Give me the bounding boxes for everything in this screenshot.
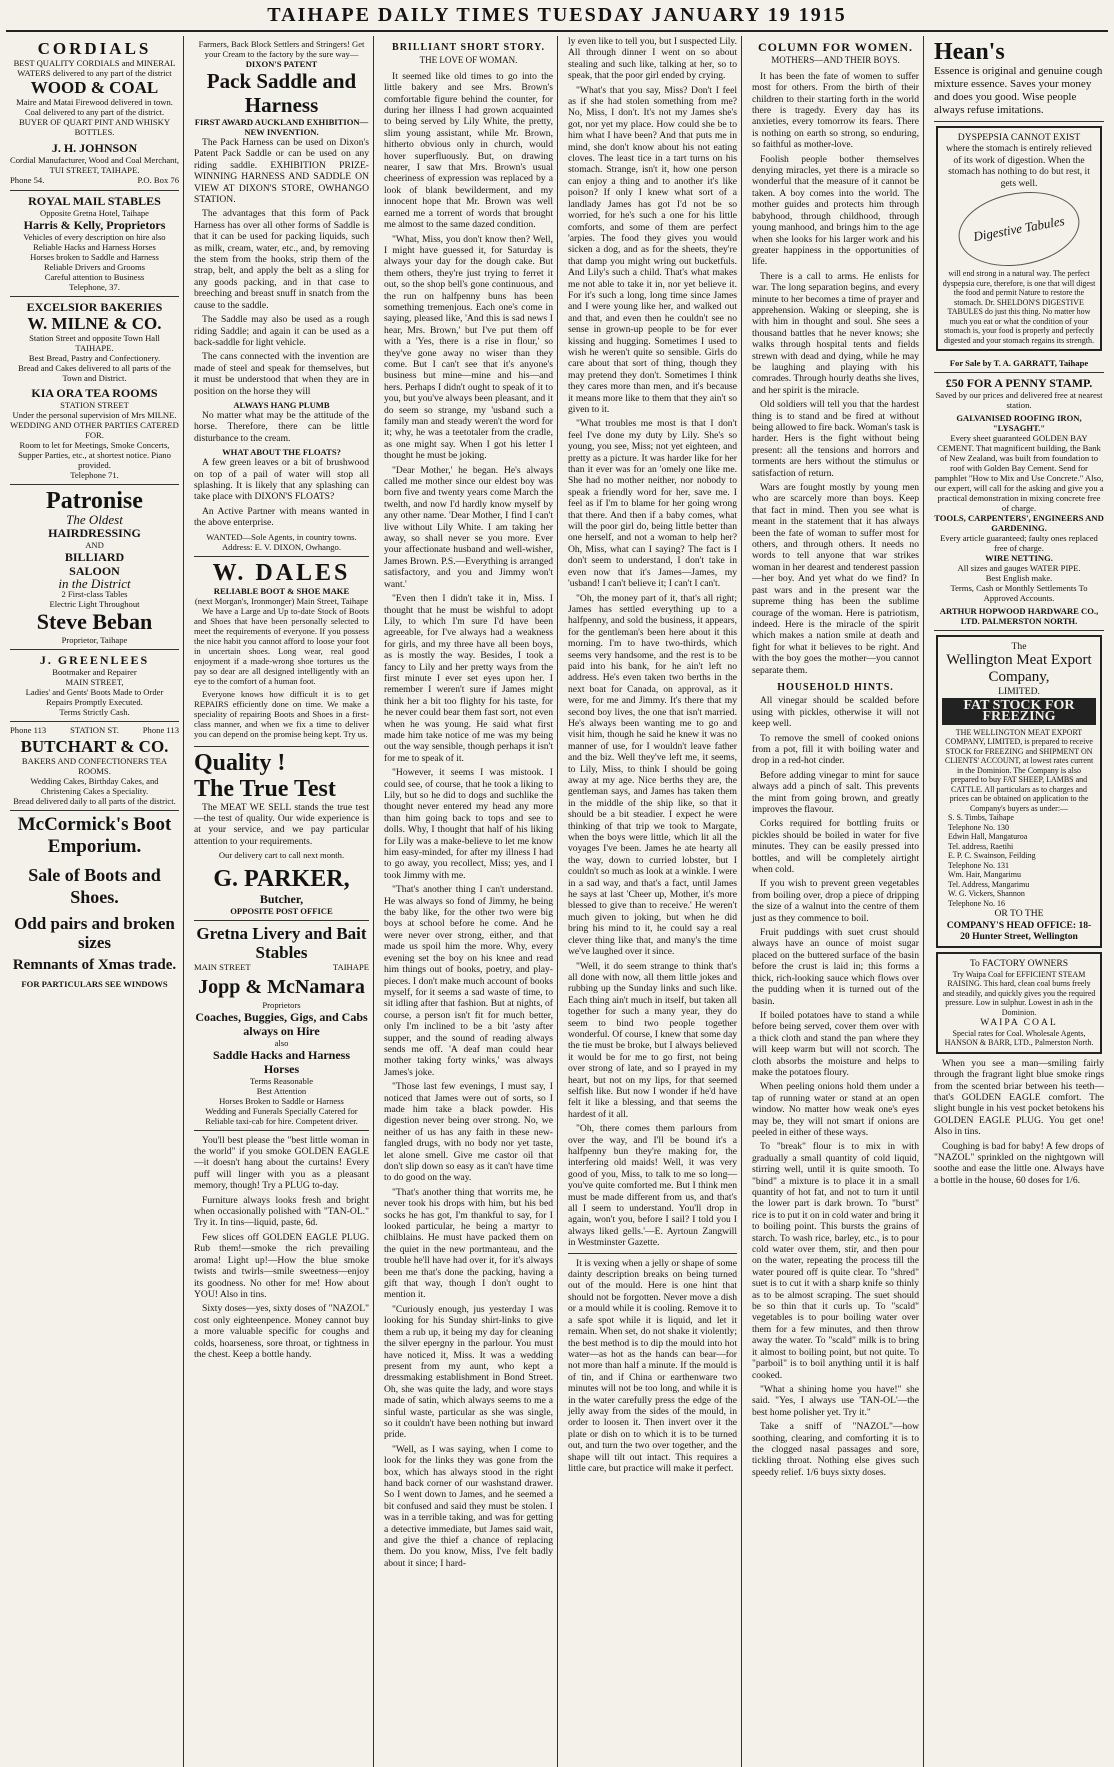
- greenlees-line-1: Ladies' and Gents' Boots Made to Order: [25, 687, 164, 698]
- wood-buyer: BUYER OF QUART PINT AND WHISKY BOTTLES.: [18, 117, 171, 137]
- quality-title: Quality !: [194, 749, 286, 776]
- butchart-desc: BAKERS AND CONFECTIONERS TEA ROOMS.: [21, 755, 168, 776]
- bakery-line-1: Best Bread, Pastry and Confectionery.: [28, 353, 161, 364]
- greenlees-street: MAIN STREET,: [65, 677, 124, 688]
- butchart-street: STATION ST.: [70, 725, 119, 736]
- garratt-line: [934, 355, 1104, 373]
- kiaora-title: KIA ORA TEA ROOMS: [31, 386, 158, 401]
- women-p5: Wars are fought mostly by young men who are scarcely more than boys. Keep that fact in mind. Then you see what is meant in the statement that it has always been the fate of woman to suffer most for others, and through others. It needs no words to tell anyone that war strikes woman in her dearest and tenderest passion—her boy. And yet what do we find? In past wars and in the present war the supreme thing has been the sublime courage of the woman. Here is patriotism, indeed. Here is the miracle of the spirit which makes a nation smile at death and fight for what it believes to be right. And with the boy goes the mother—you cannot separate them.: [752, 482, 919, 676]
- jopp-line-3: Saddle Hacks and Harness Horses: [212, 1047, 351, 1076]
- divider: [568, 1253, 737, 1254]
- hint-8: When peeling onions hold them under a tap of running water or stand at an open window. No matter how weak one's eyes may be, they will not smart if onions are peeled in either of these ways.: [752, 1081, 919, 1138]
- parker-opp: OPPOSITE POST OFFICE: [230, 906, 333, 917]
- nazol-note: Coughing is bad for baby! A few drops of "NAZOL" sprinkled on the nightgown will soothe and ease the little one. Always have a bottle in the house, 60 doses for 1/6.: [934, 1140, 1104, 1186]
- tools-text: Every article guaranteed; faulty ones replaced free of charge.: [940, 533, 1098, 554]
- royal-line-3: Horses broken to Saddle and Harness: [30, 252, 159, 263]
- dales-p1: We have a Large and Up to-date Stock of Boots and Shoes that have been personally selected to meet the requirements of everyone. If you possess the nice habit you cannot afford to loose your foot in uncertain shoes. Long wear, real good enjoyment if a made-wrong shoe tortures us the pay so dear are all designed intelligently with an eye to the comfort of a human foot.: [194, 605, 369, 686]
- meat-buyer: Telephone No. 130: [948, 822, 1009, 832]
- mccormick-rem: Remnants of Xmas trade.: [12, 956, 177, 973]
- story-p9: "Curiously enough, jus yesterday I was looking for his Sunday shirt-links to give them a rub up, it being my day for cleaning the silver epergny in the parlour. You must have noticed it, Miss. It was a wedding present from my aunt, who kept a dressmaking establishment in Bond Street. Oh, she was quite the lady, and wore stays made of satin, which always seems to me a sinful waste, particular as she was single, so it couldn't have been nothing but inward pride.: [384, 1303, 553, 1441]
- royal-line-4: Reliable Drivers and Grooms: [44, 262, 145, 273]
- hint-9: To "break" flour is to mix in with gradually a small quantity of cold liquid, stirring well, until it is quite smooth. To "bind" a mixture is to place it in a small quantity of hot fat, and not to turn it until the lower part is dark brown. To "burst" rice is to put it on in cold water and bring it to boiling point. This bursts the grains of starch. To wash rice, barley, etc., is to pour cold water over them, stir, and then pour on the water, repeating the process till the water poured off is quite clear. To "shred" suet is to cut it with a sharp knife so thinly as to be almost scraping. The suet should be so thin that it curls up. To "scald" vegetables is to pour boiling water over them for a few minutes, and then throw away the water. To "scald" milk is to bring it almost to boiling point, but not quite. To "parboil" is to boil anything until it is half cooked.: [752, 1141, 919, 1381]
- johnson-contact: [10, 175, 179, 186]
- meat-buyer: Tel. address, Raetihi: [948, 841, 1014, 851]
- hint-2: To remove the smell of cooked onions from a pot, fill it with boiling water and drop in a red-hot cinder.: [752, 732, 919, 767]
- dales-p2: Everyone knows how difficult it is to get REPAIRS efficiently done on time. We make a speciality of repairing Boots and Shoes in a first-class manner, and when we fix a time to deliver you can depend on the promise being kept. Try us.: [194, 688, 369, 739]
- butchart-phone: Phone 113: [10, 725, 47, 736]
- stamp-sub: Saved by our prices and delivered free at nearest station.: [935, 390, 1103, 411]
- beban-prop: Proprietor, Taihape: [61, 635, 128, 646]
- jopp-line-1: Coaches, Buggies, Gigs, and Cabs always on Hire: [195, 1009, 368, 1038]
- story-p4: "Even then I didn't take it in, Miss. I thought that he must be wishful to adopt Lily, to which I'm sure I'd have been agreeable, for I've always had a weakness for girls, and my three have all been boys, as is mostly the way. Besides, I took a fancy to Lily and her pretty ways from the first minute I ever set eyes upon her. I remember I weren't sure if James might think her a bit too flighty for his taste, for he never could bear them fast sort, not even when he was young. He said what first made him take notice of me was my being out the way sensible, though perhaps it isn't for me to speak of it.: [384, 593, 553, 764]
- meat-buyer: Edwin Hall, Mangaturoa: [948, 832, 1028, 842]
- kiaora-wed: WEDDING AND OTHER PARTIES CATERED FOR.: [10, 420, 179, 441]
- iron-title: GALVANISED ROOFING IRON, "LYSAGHT.": [956, 413, 1082, 434]
- story-cont-p1: ly even like to tell you, but I suspected Lily. All through dinner I went on so about stealing and such like, talking at her, so to speak, that the poor girl ended by crying.: [568, 36, 737, 82]
- meat-text: THE WELLINGTON MEAT EXPORT COMPANY, LIMITED, is prepared to receive STOCK for FREEZING and SHIPMENT ON CLIENTS' ACCOUNT, at lowest rates current in the Dominion. The Company is also prepared to buy FAT SHEEP, LAMBS and CATTLE. All particulars as to charges and prices can be obtained on application to the Company's buyers as under:—: [944, 727, 1094, 813]
- hint-10: "What a shining home you have!" she said. "Yes, I always use 'TAN-OL'—the best home polisher yet. Try it.": [752, 1383, 919, 1418]
- women-p3: There is a call to arms. He enlists for war. The long separation begins, and every minute to her becomes a time of prayer and apprehension. Waking or sleeping, she is with him in thought and soul. She sees a thousand battles that he never knows; she walks through hospital tents and fields strewn with dead and dying, while he may be laughing and playing with his comrades. Through hourly deaths she lives, and her spirit is the miracle.: [752, 270, 919, 396]
- dixon-p6: A few green leaves or a bit of brushwood on top of a pail of water will stop all splashing. It is likely that any splashing can take place with DIXON'S FLOATS?: [194, 457, 369, 503]
- johnson-name: J. H. JOHNSON: [51, 141, 138, 155]
- mccormick-odd: Odd pairs and broken sizes: [14, 913, 175, 952]
- gretna-ad: [194, 921, 369, 1130]
- greenlees-line-3: Terms Strictly Cash.: [59, 707, 130, 718]
- johnson-desc: Cordial Manufacturer, Wood and Coal Merchant,: [10, 155, 179, 165]
- dixon-top-patent: DIXON'S PATENT: [245, 59, 318, 69]
- butchart-line-2: Bread delivered daily to all parts of the district.: [13, 795, 176, 806]
- parker-desc: Butcher,: [259, 892, 304, 907]
- tabule-sale: For Sale by T. A. GARRATT, Taihape: [949, 358, 1089, 369]
- tabule-text: will end strong in a natural way. The perfect dyspepsia cure, therefore, is one that will digest the food and permit Nature to restore the stomach. Dr. SHELDON'S DIGESTIVE TABULES do just this thing. No matter how much you eat or what the condition of your stomach is, your food is properly and perfectly digested and your stomach regains its strength.: [942, 269, 1096, 345]
- golden-p1: You'll best please the "best little woman in the world" if you smoke GOLDEN EAGLE—it doesn't hang about the curtains! Every puff will linger with you as a pleasant memory, though! Try a PLUG to-day.: [194, 1134, 369, 1192]
- golden-p3: Few slices off GOLDEN EAGLE PLUG. Rub them!—smoke the rich prevailing aroma! Light up!—How the blue smoke twists and twirls—smile sweetness—enjoy its goodness. No other for me! How about YOU! Also in tins.: [194, 1231, 369, 1300]
- bakery-ad: [10, 297, 179, 485]
- dales-desc: RELIABLE BOOT & SHOE MAKE: [213, 585, 350, 596]
- royal-line-5: Careful attention to Business: [44, 272, 145, 283]
- dales-ad: [194, 557, 369, 747]
- household-hints-title: HOUSEHOLD HINTS.: [777, 681, 894, 693]
- dyspepsia-ad: [936, 126, 1102, 351]
- dixon-ad: [194, 36, 369, 557]
- meat-buyer: S. S. Timbs, Taihape: [948, 813, 1014, 823]
- factory-title: To FACTORY OWNERS: [969, 958, 1069, 970]
- hint-7: If boiled potatoes have to stand a while before being served, cover them over with a thick cloth and stand the pan where they will keep warm but will not scorch. The cloth absorbs the moisture and helps to make the potatoes floury.: [752, 1009, 919, 1078]
- hint-4: Corks required for bottling fruits or pickles should be boiled in water for five minutes. They can be easily pressed into bottles, and will be completely airtight when cold.: [752, 818, 919, 876]
- meat-ltd: LIMITED.: [998, 686, 1040, 698]
- mccormick-foot: FOR PARTICULARS SEE WINDOWS: [21, 978, 168, 989]
- women-column-title: COLUMN FOR WOMEN.: [757, 40, 914, 54]
- meat-buyer: Telephone No. 131: [948, 860, 1009, 870]
- hint-6: Fruit puddings with suet crust should always have an ounce of moist sugar placed on the buttered surface of the basin before the crust is laid in; this forms a thick, rich-looking sauce which flows over the pudding when it is turned out of the basin.: [752, 927, 919, 1007]
- johnson-addr: TUI STREET, TAIHAPE.: [49, 165, 140, 175]
- pack-saddle-title: Pack Saddle and Harness: [206, 69, 357, 117]
- hint-1: All vinegar should be scalded before using with pickles, otherwise it will not keep well.: [752, 695, 919, 730]
- story-p7: "Those last few evenings, I must say, I noticed that James were out of sorts, so I made him take a black powder. His digestion never being over strong. No, we neither of us has any faith in these new-fangled drugs, with no body nor yet taste, let alone smell. Give me castor oil that don't slip down so easy as it can't have time to do good on the way.: [384, 1081, 553, 1184]
- dixon-top-text: Farmers, Back Block Settlers and Stringers! Get your Cream to the factory by the sure way—: [198, 39, 365, 59]
- mccormick-name: McCormick's Boot Emporium.: [17, 813, 172, 857]
- pat-line-1: The Oldest: [66, 512, 123, 528]
- royal-props: Harris & Kelly, Proprietors: [23, 218, 166, 233]
- gretna-title: Gretna Livery and Bait Stables: [196, 924, 367, 963]
- meat-the: The: [1011, 641, 1027, 653]
- pat-line-8: Electric Light Throughout: [49, 599, 140, 610]
- kiaora-mgmt: Under the personal supervision of Mrs MILNE.: [12, 410, 177, 421]
- dixon-p2: The advantages that this form of Pack Harness has over all other forms of Saddle is that it can be used for packing liquids, such as milk, cream, water, etc., and, by removing the stem from the hooks, strip them of the strap, belt, and apply the belt as a sling for any goods packing, and in that case to breeching and breast snuff in snatch from the cause to the saddle.: [194, 208, 369, 311]
- pat-line-6: in the District: [58, 575, 131, 591]
- women-p4: Old soldiers will tell you that the hardest thing is to stand and be fired at without being allowed to fire back. Woman's task is harder. Hers is the fight without being present: all the tensions and horrors and torments are hers without the stimulus or satisfaction of return.: [752, 399, 919, 479]
- pat-line-7: 2 First-class Tables: [61, 589, 128, 600]
- meat-buyers-list: [942, 813, 1096, 908]
- dales-addr: (next Morgan's, Ironmonger) Main Street, Taihape: [194, 595, 369, 606]
- bakery-line-2: Bread and Cakes delivered to all parts of the Town and District.: [18, 363, 171, 384]
- dixon-address: Address: E. V. DIXON, Owhango.: [221, 541, 342, 552]
- paint: Best English make.: [985, 573, 1053, 584]
- royal-tel: Telephone, 37.: [69, 282, 120, 293]
- story-cont-p2: "What's that you say, Miss? Don't I feel as if she had stolen something from me? No, Miss, I don't. It's not my James she's got, nor yet my place. How could she be to him what I have been? And that puts me in mind, she don't know about his not eating cloves. The least tice in a tart turns on his stomach. Strange, isn't it, how one person can enjoy a thing and to another it's like poison? If only I knew what sort of a landlady James has got I'd not be so worried, for he's such a one for his little comforts, and some of them are perfect 'arpies. The food they gives you would sicken a dog, and as for the sheets, they're that damp you might wring out bucketfuls. And Lily's such a child. That's what makes me not able to take it in, nor yet believe it. For it's such a long, long time since James and I were young like her, and walked out and that, and even then he couldn't see no sense in grown-up people to be for ever kissing and hugging. Sometimes I used to wish he weren't quite so sensible. Girls do care about that sort of thing, though they may pretend they don't. Sometimes I think they cares more than men, and it's because it means more like to them that they ain't so given to it.: [568, 84, 737, 415]
- meat-fat: FAT STOCK FOR FREEZING: [963, 697, 1075, 725]
- women-p1: It has been the fate of women to suffer most for others. From the birth of their children to their starting forth in the world there is tragedy. Every day has its anxieties, every tomorrow its fears. There is nothing on earth so strong, so enduring, so faithful as mother-love.: [752, 70, 919, 151]
- pat-line-3: AND: [85, 539, 104, 550]
- royal-mail-ad: [10, 191, 179, 297]
- greenlees-name: J. GREENLEES: [39, 653, 150, 668]
- jopp-line-7: Wedding and Funerals Specially Catered for: [205, 1105, 358, 1116]
- quality-cart: Our delivery cart to call next month.: [218, 850, 345, 861]
- dixon-p3: The Saddle may also be used as a rough riding Saddle; and again it can be used as a back-saddle for light vehicle.: [194, 314, 369, 348]
- story-p1: It seemed like old times to go into the little bakery and see Mrs. Brown's comfortable figure behind the counter, for during her illness I had grown acquainted to being served by Lily White, the pretty, slim young assistant, while Mr. Brown, hitherto obvious only in church, would hover superfluously. But, on drawing nearer, I saw that Mrs. Brown's usual cheeriness of expression was replaced by a look of blank bewilderment, and my innocent hope that Mr. Brown was well earned me a torrent of words that brought me almost to the same dazed condition.: [384, 70, 553, 231]
- quality-sub: The True Test: [194, 775, 336, 802]
- hopwood-name: ARTHUR HOPWOOD HARDWARE CO., LTD. PALMERSTON NORTH.: [939, 606, 1099, 627]
- parker-name: G. PARKER,: [213, 866, 350, 893]
- jopp-line-8: Reliable taxi-cab for hire. Competent driver.: [205, 1115, 358, 1126]
- pat-line-4: BILLIARD: [64, 549, 125, 564]
- story-p5: "However, it seems I was mistook. I could see, of course, that he took a liking to Lily, but so he did to dogs and suchlike the thought never entered my head any more than him going back to tops and see to dolls. Why, I thought that half of his liking for Lily was a make-believe to let me know him easy-minded, for after my illness I had to go away, you recollect, Miss; yes, and I took Jimmy with me.: [384, 767, 553, 881]
- dixon-p5: No matter what may be the attitude of the horse. Therefore, there can be little disturbance to the cream.: [194, 409, 369, 444]
- butchart-phone-2: Phone 113: [142, 725, 179, 736]
- butchart-line-1: Wedding Cakes, Birthday Cakes, and Christening Cakes a Speciality.: [30, 775, 159, 796]
- story-cont-p5: "Well, it do seem strange to think that's all done with now, all them little jokes and rubbing up the Sunday links and such like. Each thing ain't much in itself, but taken all together for such a many year, they do seem to bind two people together wonderful. Of course, I knew that some day the tie must be broke, but I always believed it would be for me to go first, not being over strong of late, and so I prayed in my heart, but not on my lips, for that seemed selfish like. But now I wonder if he'd have felt it like a blessing, and that seems the hardest of it all.: [568, 960, 737, 1120]
- dyspepsia-title: DYSPEPSIA CANNOT EXIST: [957, 132, 1081, 143]
- hint-5: If you wish to prevent green vegetables from boiling over, drop a piece of dripping the size of a walnut into the centre of them just as they commence to boil.: [752, 878, 919, 924]
- heans-ad: [934, 36, 1104, 122]
- royal-line-2: Reliable Hacks and Harness Horses: [33, 242, 156, 253]
- meat-buyer: Tel. Address, Mangarimu: [948, 879, 1030, 889]
- johnson-phone: Phone 54.: [10, 175, 45, 185]
- meat-or: OR TO THE: [994, 908, 1044, 920]
- columns: [6, 36, 1108, 1767]
- dixon-floats-head: WHAT ABOUT THE FLOATS?: [222, 447, 341, 458]
- masthead: [6, 0, 1108, 32]
- dixon-award: FIRST AWARD AUCKLAND EXHIBITION—NEW INVENTION.: [194, 117, 369, 137]
- meat-buyer: E. P. C. Swainson, Feilding: [948, 851, 1036, 861]
- meat-buyer: W. G. Vickers, Shannon: [948, 889, 1025, 899]
- greenlees-line-2: Repairs Promptly Executed.: [46, 697, 143, 708]
- cordials-ad: [10, 36, 179, 191]
- dales-name: W. DALES: [212, 559, 351, 586]
- dixon-wanted: WANTED—Sole Agents, in country towns.: [206, 531, 357, 542]
- mccormick-ad: [10, 811, 179, 993]
- hopwood-ad: [934, 373, 1104, 631]
- quality-text: The MEAT WE SELL stands the true test—the test of quality. Our wide experience is at your service, and we pay particular attention to your requirements.: [194, 801, 369, 847]
- bakery-title: EXCELSIOR BAKERIES: [26, 300, 163, 315]
- wire: WIRE NETTING.: [985, 553, 1053, 564]
- women-column-subtitle: MOTHERS—AND THEIR BOYS.: [771, 55, 900, 66]
- column-6: [930, 36, 1108, 1767]
- story-cont-p4: "Oh, the money part of it, that's all right; James has settled everything up to a halfpenny, and sold the business, it appears, for the gentleman's been here about it this morning. I'm to have two-thirds, which seems very handsome, and the rest is to be paid into his bank, for he ain't left no address. He's even taken two berths in the next boat for Canada, on approval, as it were, for me and Jimmy. It's there that my second boy lives, the one that isn't married. He's always been wanting me to go and visit him, though he said he knew it was no manner of use, for I wouldn't leave father and the biz. Well they've left me, it seems, to Lily, Miss, to think I should be going away at my age. Nice berths they are, the gentleman says, and James has taken them in the middle of the ship like, so that it should be a bit steadier. I expect he were thinking of that trip we took to Margate, when the boys were little, which lit all the voyages I've been. James he ate hearty all the way, down to curried lobster, but I couldn't so much as look at a winkle. I were in a sad way, and that's a fact, until James he says at last 'Cheer up, Mother, it's more blessed to give than to receive.' He weren't much given to joking, but when he did bring his mind to it, he could say a real clever thing like that, and many's the time we've laughed over it since.: [568, 592, 737, 958]
- butchart-phones: [10, 725, 179, 736]
- waipa-coal-ad: [936, 952, 1102, 1053]
- golden-eagle-notes: [194, 1135, 369, 1361]
- pat-line-5: SALOON: [69, 563, 120, 578]
- jopp-line-6: Horses Broken to Saddle or Harness: [219, 1095, 344, 1106]
- story-cont-p6: "Oh, there comes them parlours from over the way, and I'll be bound it's a halfpenny bun they're making for, the interfering old maids! Well, it was very good of you, Miss, to talk to me so long—you've quite comforted me. But I think men must be made different from us, and that's all I seem to understand. You'll drop in again, won't you, before I sail? I told you I always liked gells.'—E. Ayrtoun Zangwill in Westminster Gazette.: [568, 1123, 737, 1249]
- royal-opp: Opposite Gretna Hotel, Taihape: [39, 208, 150, 219]
- column-3: [380, 36, 558, 1767]
- golden-p2: Furniture always looks fresh and bright when occasionally polished with "TAN-OL." Try it. In tins—liquid, paste, 6d.: [194, 1194, 369, 1229]
- tools-title: TOOLS, CARPENTERS', ENGINEERS AND GARDENING.: [934, 513, 1104, 534]
- kiaora-text: Room to let for Meetings, Smoke Concerts, Supper Parties, etc., at shortest notice. Piano provided.: [18, 440, 171, 471]
- story-p10: "Well, as I was saying, when I come to look for the links they was gone from the box, which has always stood in the right hand back corner of our washstand drawer. So I went down to James, and he seemed a bit confused and said they must be stolen. I was in a terrible taking, and was for getting a detective immediate, but James said wait, and give the thief a chance of replacing them. Do you know, Miss, I've felt badly about it since; I hard-: [384, 1443, 553, 1569]
- column-5: [748, 36, 924, 1767]
- iron-text: Every sheet guaranteed GOLDEN BAY CEMENT. That magnificent building, the Bank of New Zealand, was built from foundation to roof with Golden Bay Cement. Send for pamphlet "How to Mix and Use Concrete." Also, our expert, will call for the asking and give you a practical demonstration in mixing concrete free of charge.: [934, 433, 1104, 514]
- jelly-hint: It is vexing when a jelly or shape of some dainty description breaks on being turned out of the mould. Here is one hint that should not be forgotten. Never move a dish or a mould while it is cooling. Remove it to a safe spot while it is liquid, and let it remain. When set, do not shake it violently; the best method is to dip the mould into hot water—as hot as the hands can bear—for not more than half a minute. If the mould is of tin, and if China or earthenware two minutes will not be too long, and while it is in the water carefully press the edge of the jelly away from the sides of the mould, in order to loosen it. Then invert over it the plate or dish on to which it is to be turned out, and turn the two over together, and the shape will tilt out intact. This requires a little care, but practice will make it perfect.: [568, 1257, 737, 1474]
- jopp-line-2: also: [274, 1037, 289, 1048]
- bakery-name: W. MILNE & CO.: [27, 314, 162, 334]
- golden-eagle-note: When you see a man—smiling fairly through the fragrant light blue smoke rings from the scented briar between his teeth—that's GOLDEN EAGLE comfort. The slight bungle in his vest pocket betokens his GOLDEN EAGLE PLUG. You get one! Also in tins.: [934, 1057, 1104, 1138]
- royal-line-1: Vehicles of every description on hire also: [23, 232, 166, 243]
- story-p8: "That's another thing that worrits me, he never took his drops with him, but his bed socks he has got, I'm thankful to say, for I looked particular, he being a martyr to chilblains. He must have packed them on the quiet in the new portmanteau, and the trouble he'll have had over it, for it's always been me that's done the packing, having a gift that way, though I don't ought to mention it.: [384, 1186, 553, 1301]
- greenlees-ad: [10, 650, 179, 722]
- kiaora-tel: Telephone 71.: [70, 470, 119, 481]
- gretna-street: MAIN STREET: [194, 962, 251, 973]
- wood-title: WOOD & COAL: [30, 78, 159, 97]
- kiaora-street: STATION STREET: [60, 400, 129, 411]
- story-title: BRILLIANT SHORT STORY.: [392, 42, 545, 53]
- masthead-title: TAIHAPE DAILY TIMES TUESDAY JANUARY 19 1915: [267, 3, 847, 26]
- royal-title: ROYAL MAIL STABLES: [28, 194, 161, 209]
- patronise-title: Patronise: [46, 488, 143, 515]
- column-2: [190, 36, 374, 1767]
- dixon-always: ALWAYS HANG PLUMB: [233, 399, 330, 410]
- meat-office: COMPANY'S HEAD OFFICE: 18-20 Hunter Street, Wellington: [946, 919, 1092, 942]
- column-4: [564, 36, 742, 1767]
- story-subtitle: THE LOVE OF WOMAN.: [419, 55, 518, 66]
- waipa-title: WAIPA COAL: [980, 1017, 1058, 1029]
- butchart-name: BUTCHART & CO.: [20, 736, 169, 756]
- pat-line-2: HAIRDRESSING: [48, 525, 141, 540]
- story-p6: "That's another thing I can't understand. He was always so fond of Jimmy, he being the baby like, for the other two were big boys at school before he come. And he were never over strong, either, and that made us spoil him the more. Why, every evening set the boy on his knee and read him things out of books, poetry, and play-pieces. I don't make much account of books myself, for it seems a sad waste of time, to sit idling after that fashion. But at nights, of course, a person isn't fit for much better, only I'm inclined to be a bit 'asty after supper, and the sound of reading always sends me off. 'A deaf man could hear mother taking forty winks,' was always James's joke.: [384, 884, 553, 1078]
- pipe: All sizes and gauges WATER PIPE.: [957, 563, 1081, 574]
- terms: Terms, Cash or Monthly Settlements To Approved Accounts.: [950, 583, 1088, 604]
- meat-name: Wellington Meat Export Company,: [946, 652, 1092, 686]
- factory-text: Try Waipa Coal for EFFICIENT STEAM RAISING. This hard, clean coal burns freely and steadily, and quickly gives you the required pressure. Low in sulphur. Lowest in ash in the Dominion.: [942, 969, 1096, 1017]
- gretna-town: TAIHAPE: [332, 962, 369, 973]
- story-p2: "What, Miss, you don't know then? Well, I might have guessed it, for Saturday is always your day for the dough cake. But them others, they're just trying to ferret it out, so the shop bell's gone continuous, and the run on halfpenny buns has been something tremenjous. Each one's come in saying, pleased like, 'And this is sad news I hear, Mrs. Brown,' but I've put them off with a 'Yes, there is a rise in flour,' so they've gone away no wiser than they come. But I can't see that it's anyone's business but mine—mine and his—and hers. Perhaps I didn't ought to speak of it to you, but you've always been pleasant, and it do seem so strange, my 'usband such a family man and steady weren't the word for it; why, he was a teetotaler from the cradle, as one might say. When I got his letter I thought he must be joking.: [384, 233, 553, 462]
- dixon-p7: An Active Partner with means wanted in the above enterprise.: [194, 505, 369, 529]
- greenlees-desc: Bootmaker and Repairer: [52, 667, 137, 678]
- story-cont-p3: "What troubles me most is that I don't feel I've done my duty by Lily. She's so young, you see, Miss; not yet eighteen, and pretty as a picture. It was harder like for her than it ever was for an 'omely one like me. She had no mother neither, nor nobody to speak a friendly word for her, save me. I feel as if I'm to blame for her going wrong that there. And then if a baby comes, what will the poor girl do, being little better than one herself, and not a woman to help her? Oh, Miss, what can I saying? The fact is I don't seem to understand, I don't take in even now that it's James—James, my 'usband! I can't believe it; I can't I can't.: [568, 418, 737, 590]
- wood-text: Maire and Matai Firewood delivered in town. Coal delivered to any part of the district.: [16, 97, 173, 117]
- johnson-po: P.O. Box 76: [137, 175, 179, 185]
- jopp-line-4: Terms Reasonable: [249, 1075, 314, 1086]
- dixon-p4: The cans connected with the invention are made of steel and speak for themselves, but it must be understood that when they are in position on the horse they will: [194, 351, 369, 397]
- hint-3: Before adding vinegar to mint for sauce always add a pinch of salt. This prevents the mint from going brown, and greatly improves the flavour.: [752, 769, 919, 815]
- jopp-prop: Proprietors: [262, 999, 301, 1010]
- meat-export-ad: [936, 635, 1102, 948]
- beban-name: Steve Beban: [36, 609, 153, 635]
- meat-buyer: Telephone No. 16: [948, 898, 1005, 908]
- billiard-ad: [10, 485, 179, 650]
- tabule-label: Digestive Tabules: [972, 213, 1066, 245]
- women-p2: Foolish people bother themselves denying miracles, yet there is a miracle so wonderful that the measure of it cannot be taken. A boy comes into the world. The mother guides and protects him through babyhood, through childhood, through young manhood, and brings him to the age when she looks for his larger work and his greater happiness in the opportunities of life.: [752, 153, 919, 268]
- story-p3: "Dear Mother,' he began. He's always called me mother since our eldest boy was born five and twenty years come March the twelth, and now I'd hardly know myself by any other name. 'Dear Mother, I find I can't live without Lily White. I am taking her away, so shall never se you more. Ever your affectionate husband and well-wisher, James Brown. P.S.—Everything is arranged satisfactory, and you and Jimmy won't want.': [384, 464, 553, 590]
- golden-p4: Sixty doses—yes, sixty doses of "NAZOL" cost only eighteenpence. Money cannot buy a more valuable specific for coughs and colds, hoarseness, sore throat, or tightness in the chest. Keep a bottle handy.: [194, 1303, 369, 1360]
- heans-title: Hean's: [934, 39, 1005, 65]
- tabules-box-illustration: [953, 183, 1086, 275]
- heans-text: Essence is original and genuine cough mixture essence. Saves your money and does you good. Wise people always refuse imitations.: [934, 65, 1103, 116]
- hint-11: Take a sniff of "NAZOL"—how soothing, clearing, and comforting it is to the clogged nasal passages and sore, tickling throat. Nothing else gives such speedy relief. 1/6 buys sixty doses.: [752, 1421, 919, 1478]
- meat-fat-banner: [942, 698, 1096, 725]
- waipa-text: Special rates for Coal. Wholesale Agents, HANSON & BARR, LTD., Palmerston North.: [944, 1028, 1094, 1048]
- meat-buyer: Wm. Hair, Mangarimu: [948, 870, 1021, 880]
- jopp-line-5: Best Attention: [256, 1085, 307, 1096]
- stamp-title: £50 FOR A PENNY STAMP.: [945, 376, 1093, 391]
- butchart-ad: [10, 722, 179, 810]
- jopp-name: Jopp & McNamara: [198, 975, 365, 998]
- bakery-addr: Station Street and opposite Town Hall TAIHAPE.: [29, 333, 160, 354]
- cordials-text: BEST QUALITY CORDIALS and MINERAL WATERS delivered to any part of the district: [13, 58, 176, 78]
- gretna-location: [194, 962, 369, 973]
- mccormick-sale: Sale of Boots and Shoes.: [28, 864, 161, 907]
- dyspepsia-text: where the stomach is entirely relieved of its work of digestion. When the stomach has nothing to do but rest, it gets well.: [946, 143, 1092, 189]
- dixon-p1: The Pack Harness can be used on Dixon's Patent Pack Saddle or can be used on any riding saddle. EXHIBITION PRIZE-WINNING HARNESS AND SADDLE ON VIEW AT DIXON'S STORE, OWHANGO STATION.: [194, 137, 369, 206]
- cordials-title: CORDIALS: [37, 39, 152, 58]
- column-1: [6, 36, 184, 1767]
- parker-ad: [194, 747, 369, 922]
